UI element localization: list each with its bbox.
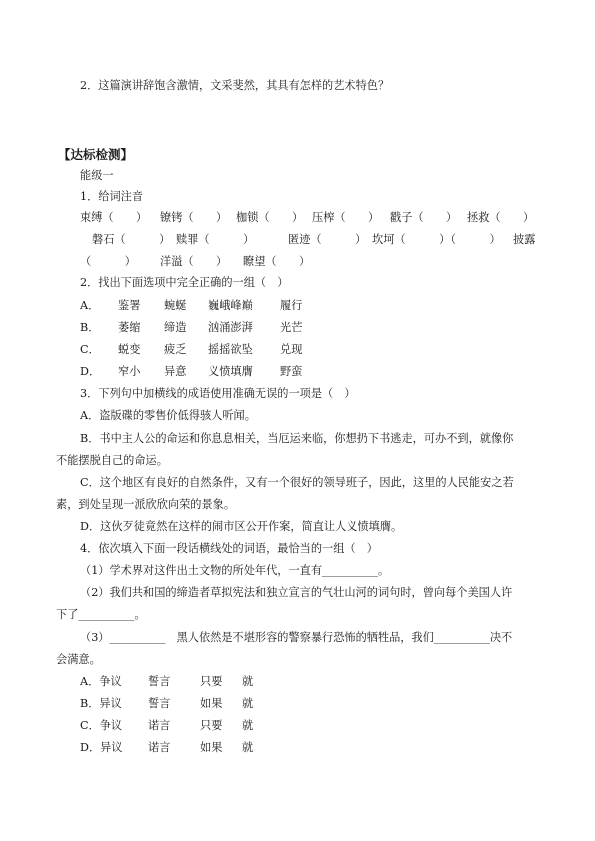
top-question: 2．这篇演讲辞饱含激情，文采斐然，其具有怎样的艺术特色？ bbox=[80, 79, 390, 92]
q3-option-c-line1: C．这个地区有良好的自然条件，又有一个很好的领导班子，因此，这里的人民能安之若 bbox=[80, 476, 514, 489]
option-word: 缔造 bbox=[164, 321, 187, 334]
section-title: 【达标检测】 bbox=[58, 147, 134, 162]
q3-option-b-line2: 不能摆脱自己的命运。 bbox=[56, 454, 168, 467]
option-word: 义愤填膺 bbox=[208, 365, 253, 378]
pinyin-item: 瞭望（ ） bbox=[243, 255, 311, 268]
pinyin-item: 洋溢（ ） bbox=[160, 255, 228, 268]
option-letter: B． bbox=[80, 321, 100, 334]
option-word: 如果 bbox=[200, 697, 223, 710]
option-word: 鉴署 bbox=[118, 299, 141, 312]
option-word: C．争议 bbox=[80, 719, 123, 732]
option-word: 野蛮 bbox=[280, 365, 303, 378]
q4-sentence-3-line1: （3）__________ 黑人依然是不堪形容的警察暴行恐怖的牺牲品，我们__________决不 bbox=[80, 631, 513, 644]
q1-title: 1．给词注音 bbox=[80, 190, 144, 203]
q3-option-c-line2: 素，到处呈现一派欣欣向荣的景象。 bbox=[56, 498, 236, 511]
pinyin-item: 戳子（ ） bbox=[390, 211, 458, 224]
pinyin-item: 赎罪（ ） bbox=[176, 233, 255, 246]
q4-sentence-2-line2: 下了__________。 bbox=[56, 608, 146, 621]
q4-sentence-3-line2: 会满意。 bbox=[56, 653, 101, 666]
option-word: 就 bbox=[242, 675, 254, 688]
option-word: D．异议 bbox=[80, 741, 123, 754]
q4-sentence-2-line1: （2）我们共和国的缔造者草拟宪法和独立宣言的气壮山河的词句时，曾向每个美国人许 bbox=[80, 586, 513, 599]
option-word: 只要 bbox=[200, 719, 223, 732]
option-word: 光芒 bbox=[280, 321, 303, 334]
option-word: 萎缩 bbox=[118, 321, 141, 334]
option-word: 就 bbox=[242, 719, 254, 732]
option-word: 诺言 bbox=[148, 719, 171, 732]
q3-option-a: A．盗版碟的零售价低得骇人听闻。 bbox=[80, 409, 256, 422]
option-word: 就 bbox=[242, 741, 254, 754]
pinyin-item: 束缚（ ） bbox=[80, 211, 148, 224]
q2-title: 2．找出下面选项中完全正确的一组（ ） bbox=[80, 276, 289, 289]
option-word: 兑现 bbox=[280, 343, 303, 356]
level-label: 能级一 bbox=[80, 169, 114, 182]
pinyin-item: 枷锁（ ） bbox=[236, 211, 304, 224]
option-word: 异意 bbox=[164, 365, 187, 378]
option-word: 疲乏 bbox=[164, 343, 187, 356]
option-word: 履行 bbox=[280, 299, 303, 312]
option-word: 如果 bbox=[200, 741, 223, 754]
option-word: 巍峨峰巅 bbox=[208, 299, 253, 312]
pinyin-item: 坎坷（ ）（ ） bbox=[372, 233, 501, 246]
option-word: 誓言 bbox=[148, 697, 171, 710]
pinyin-item: 拯救（ ） bbox=[467, 211, 535, 224]
option-word: 摇摇欲坠 bbox=[208, 343, 253, 356]
q4-sentence-1: （1）学术界对这件出土文物的所处年代，一直有__________。 bbox=[80, 564, 390, 577]
q3-option-d: D．这伙歹徒竟然在这样的闹市区公开作案，简直让人义愤填膺。 bbox=[80, 520, 403, 533]
pinyin-item: 镣铐（ ） bbox=[160, 211, 228, 224]
option-word: 蜿蜒 bbox=[164, 299, 187, 312]
option-word: 窄小 bbox=[118, 365, 141, 378]
q4-title: 4．依次填入下面一段话横线处的词语，最恰当的一组（ ） bbox=[80, 542, 378, 555]
q3-option-b-line1: B．书中主人公的命运和你息息相关，当厄运来临，你想扔下书逃走，可办不到，就像你 bbox=[80, 432, 514, 445]
option-word: 蜕变 bbox=[118, 343, 141, 356]
pinyin-item: 匿迹（ ） bbox=[288, 233, 367, 246]
option-word: 诺言 bbox=[148, 741, 171, 754]
pinyin-item: 披露 bbox=[513, 233, 536, 246]
pinyin-item: 压榨（ ） bbox=[312, 211, 380, 224]
pinyin-item: 磐石（ ） bbox=[92, 233, 171, 246]
q3-title: 3．下列句中加横线的成语使用准确无误的一项是（ ） bbox=[80, 387, 356, 400]
option-word: B．异议 bbox=[80, 697, 122, 710]
option-word: 汹涌澎湃 bbox=[208, 321, 253, 334]
option-word: 就 bbox=[242, 697, 254, 710]
option-letter: A． bbox=[80, 299, 100, 312]
pinyin-item: （ ） bbox=[80, 255, 136, 268]
option-letter: C． bbox=[80, 343, 100, 356]
option-word: 誓言 bbox=[148, 675, 171, 688]
option-letter: D． bbox=[80, 365, 101, 378]
option-word: A．争议 bbox=[80, 675, 122, 688]
option-word: 只要 bbox=[200, 675, 223, 688]
